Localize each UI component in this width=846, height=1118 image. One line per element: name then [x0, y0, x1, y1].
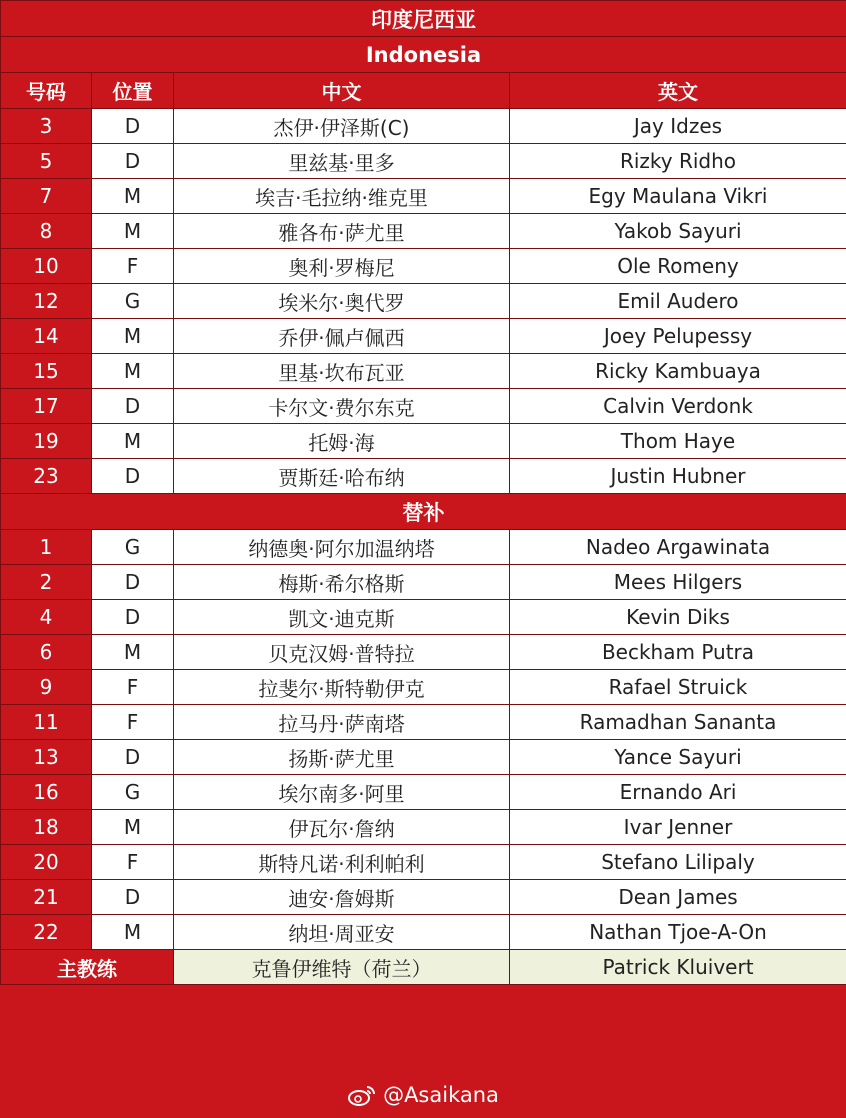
table-row: [1, 810, 846, 845]
player-name-en: Dean James: [510, 880, 846, 915]
player-name-cn: 纳德奥·阿尔加温纳塔: [174, 530, 510, 565]
table-row: [1, 915, 846, 950]
player-name-en: Mees Hilgers: [510, 565, 846, 600]
player-name-en: Kevin Diks: [510, 600, 846, 635]
player-name-en: Nadeo Argawinata: [510, 530, 846, 565]
player-number: 19: [1, 424, 92, 459]
header-english-name: 英文: [510, 73, 846, 109]
player-name-cn: 里兹基·里多: [174, 144, 510, 179]
table-row: [1, 845, 846, 880]
player-position: F: [92, 670, 174, 705]
player-number: 8: [1, 214, 92, 249]
player-number: 22: [1, 915, 92, 950]
table-row: [1, 284, 846, 319]
player-number: 11: [1, 705, 92, 740]
player-name-cn: 贾斯廷·哈布纳: [174, 459, 510, 494]
subs-title-row: [1, 494, 846, 530]
watermark: [0, 1072, 846, 1118]
player-name-en: Rizky Ridho: [510, 144, 846, 179]
player-number: 10: [1, 249, 92, 284]
player-name-cn: 斯特凡诺·利利帕利: [174, 845, 510, 880]
player-name-en: Jay Idzes: [510, 109, 846, 144]
player-name-cn: 梅斯·希尔格斯: [174, 565, 510, 600]
player-position: F: [92, 705, 174, 740]
player-name-cn: 凯文·迪克斯: [174, 600, 510, 635]
player-position: F: [92, 249, 174, 284]
player-name-cn: 乔伊·佩卢佩西: [174, 319, 510, 354]
player-name-cn: 贝克汉姆·普特拉: [174, 635, 510, 670]
player-name-en: Egy Maulana Vikri: [510, 179, 846, 214]
player-position: M: [92, 635, 174, 670]
header-number: 号码: [1, 73, 92, 109]
table-row: [1, 670, 846, 705]
table-row: [1, 424, 846, 459]
player-name-cn: 杰伊·伊泽斯(C): [174, 109, 510, 144]
team-name-cn: 印度尼西亚: [1, 1, 846, 37]
weibo-icon: [347, 1083, 377, 1107]
roster-body: [1, 1, 846, 985]
player-position: M: [92, 179, 174, 214]
player-name-cn: 奥利·罗梅尼: [174, 249, 510, 284]
player-position: G: [92, 530, 174, 565]
player-position: D: [92, 600, 174, 635]
subs-title: 替补: [1, 494, 846, 530]
table-row: [1, 459, 846, 494]
player-name-cn: 拉马丹·萨南塔: [174, 705, 510, 740]
player-number: 12: [1, 284, 92, 319]
team-name-en: Indonesia: [1, 37, 846, 73]
table-row: [1, 319, 846, 354]
coach-name-cn: 克鲁伊维特（荷兰）: [174, 950, 510, 985]
player-name-en: Beckham Putra: [510, 635, 846, 670]
player-name-cn: 埃尔南多·阿里: [174, 775, 510, 810]
table-row: [1, 635, 846, 670]
player-position: D: [92, 389, 174, 424]
player-number: 2: [1, 565, 92, 600]
watermark-handle: @Asaikana: [383, 1083, 499, 1107]
player-name-en: Ricky Kambuaya: [510, 354, 846, 389]
player-name-cn: 卡尔文·费尔东克: [174, 389, 510, 424]
player-name-cn: 埃吉·毛拉纳·维克里: [174, 179, 510, 214]
player-number: 15: [1, 354, 92, 389]
player-number: 3: [1, 109, 92, 144]
header-position: 位置: [92, 73, 174, 109]
player-number: 9: [1, 670, 92, 705]
player-number: 18: [1, 810, 92, 845]
player-position: G: [92, 284, 174, 319]
table-row: [1, 214, 846, 249]
player-number: 23: [1, 459, 92, 494]
table-row: [1, 565, 846, 600]
player-position: G: [92, 775, 174, 810]
player-position: D: [92, 144, 174, 179]
player-name-en: Thom Haye: [510, 424, 846, 459]
table-row: [1, 249, 846, 284]
player-position: M: [92, 354, 174, 389]
player-position: D: [92, 740, 174, 775]
player-number: 16: [1, 775, 92, 810]
player-name-cn: 托姆·海: [174, 424, 510, 459]
player-name-cn: 里基·坎布瓦亚: [174, 354, 510, 389]
table-row: [1, 389, 846, 424]
player-number: 1: [1, 530, 92, 565]
player-name-en: Ivar Jenner: [510, 810, 846, 845]
player-number: 7: [1, 179, 92, 214]
player-position: M: [92, 915, 174, 950]
table-row: [1, 600, 846, 635]
table-row: [1, 354, 846, 389]
table-row: [1, 705, 846, 740]
table-row: [1, 530, 846, 565]
player-name-en: Joey Pelupessy: [510, 319, 846, 354]
coach-name-en: Patrick Kluivert: [510, 950, 846, 985]
player-number: 17: [1, 389, 92, 424]
player-position: D: [92, 459, 174, 494]
player-position: M: [92, 424, 174, 459]
player-name-en: Justin Hubner: [510, 459, 846, 494]
player-name-en: Rafael Struick: [510, 670, 846, 705]
player-name-en: Yance Sayuri: [510, 740, 846, 775]
player-name-cn: 伊瓦尔·詹纳: [174, 810, 510, 845]
coach-row: [1, 950, 846, 985]
player-number: 13: [1, 740, 92, 775]
coach-label: 主教练: [1, 950, 174, 985]
player-position: D: [92, 565, 174, 600]
player-name-en: Ernando Ari: [510, 775, 846, 810]
player-position: D: [92, 880, 174, 915]
player-name-cn: 纳坦·周亚安: [174, 915, 510, 950]
player-number: 20: [1, 845, 92, 880]
player-number: 5: [1, 144, 92, 179]
player-name-en: Ramadhan Sananta: [510, 705, 846, 740]
player-position: M: [92, 319, 174, 354]
player-name-cn: 雅各布·萨尤里: [174, 214, 510, 249]
player-position: M: [92, 214, 174, 249]
player-name-cn: 迪安·詹姆斯: [174, 880, 510, 915]
player-number: 14: [1, 319, 92, 354]
header-row: [1, 73, 846, 109]
player-number: 4: [1, 600, 92, 635]
player-number: 21: [1, 880, 92, 915]
player-name-en: Nathan Tjoe-A-On: [510, 915, 846, 950]
player-position: D: [92, 109, 174, 144]
table-row: [1, 109, 846, 144]
player-name-cn: 扬斯·萨尤里: [174, 740, 510, 775]
table-row: [1, 179, 846, 214]
table-row: [1, 144, 846, 179]
player-name-en: Yakob Sayuri: [510, 214, 846, 249]
player-name-en: Stefano Lilipaly: [510, 845, 846, 880]
player-name-en: Ole Romeny: [510, 249, 846, 284]
player-position: F: [92, 845, 174, 880]
title-cn-row: [1, 1, 846, 37]
player-name-cn: 拉斐尔·斯特勒伊克: [174, 670, 510, 705]
player-name-en: Emil Audero: [510, 284, 846, 319]
header-chinese-name: 中文: [174, 73, 510, 109]
table-row: [1, 740, 846, 775]
table-row: [1, 880, 846, 915]
table-row: [1, 775, 846, 810]
title-en-row: [1, 37, 846, 73]
player-name-en: Calvin Verdonk: [510, 389, 846, 424]
player-name-cn: 埃米尔·奥代罗: [174, 284, 510, 319]
player-position: M: [92, 810, 174, 845]
player-number: 6: [1, 635, 92, 670]
